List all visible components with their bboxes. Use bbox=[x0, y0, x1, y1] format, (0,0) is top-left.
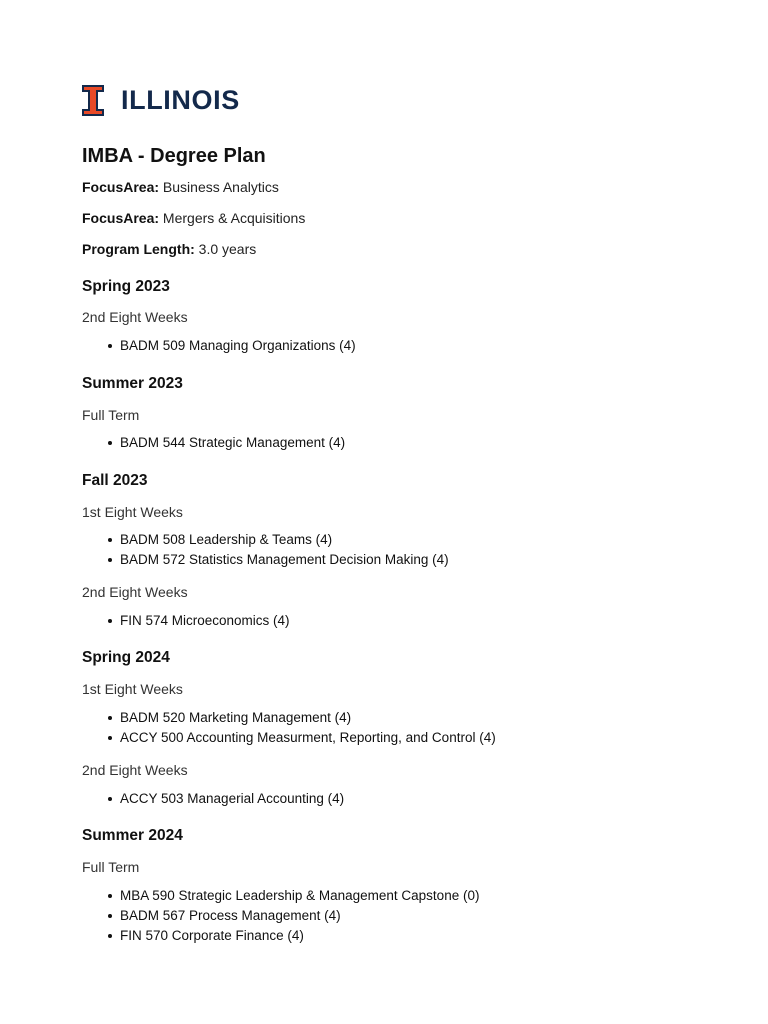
session-label: 2nd Eight Weeks bbox=[82, 762, 188, 778]
session-label: 2nd Eight Weeks bbox=[82, 584, 188, 600]
term-heading-spring-2023: Spring 2023 bbox=[82, 278, 170, 295]
illinois-logo bbox=[82, 85, 240, 116]
term-heading-fall-2023: Fall 2023 bbox=[82, 472, 148, 489]
meta-value: 3.0 years bbox=[198, 241, 257, 257]
course-item: ACCY 500 Accounting Measurment, Reporting, and Control (4) bbox=[102, 728, 496, 748]
session-label: Full Term bbox=[82, 859, 140, 875]
course-list bbox=[102, 336, 356, 356]
logo-wordmark: ILLINOIS bbox=[121, 85, 240, 115]
session-label: 1st Eight Weeks bbox=[82, 504, 183, 520]
course-item: BADM 572 Statistics Management Decision Making (4) bbox=[102, 550, 449, 570]
focus-area-1 bbox=[82, 178, 279, 196]
course-item: FIN 574 Microeconomics (4) bbox=[102, 611, 290, 631]
session-label: Full Term bbox=[82, 407, 140, 423]
meta-value: Business Analytics bbox=[162, 179, 279, 195]
meta-label: FocusArea: bbox=[82, 179, 160, 195]
session-label: 2nd Eight Weeks bbox=[82, 309, 188, 325]
course-item: ACCY 503 Managerial Accounting (4) bbox=[102, 789, 344, 809]
course-item: BADM 567 Process Management (4) bbox=[102, 906, 479, 926]
term-heading-spring-2024: Spring 2024 bbox=[82, 649, 170, 666]
meta-label: FocusArea: bbox=[82, 210, 160, 226]
course-item: MBA 590 Strategic Leadership & Management Capstone (0) bbox=[102, 886, 479, 906]
meta-label: Program Length: bbox=[82, 241, 195, 257]
course-list bbox=[102, 886, 479, 946]
course-list bbox=[102, 611, 290, 631]
focus-area-2 bbox=[82, 209, 305, 227]
course-list bbox=[102, 708, 496, 748]
course-list bbox=[102, 789, 344, 809]
course-item: FIN 570 Corporate Finance (4) bbox=[102, 926, 479, 946]
course-item: BADM 544 Strategic Management (4) bbox=[102, 433, 345, 453]
course-item: BADM 509 Managing Organizations (4) bbox=[102, 336, 356, 356]
meta-value: Mergers & Acquisitions bbox=[162, 210, 306, 226]
page-title: IMBA - Degree Plan bbox=[82, 145, 266, 167]
session-label: 1st Eight Weeks bbox=[82, 681, 183, 697]
course-list bbox=[102, 530, 449, 570]
program-length bbox=[82, 240, 256, 258]
block-i-icon bbox=[82, 85, 104, 116]
course-item: BADM 520 Marketing Management (4) bbox=[102, 708, 496, 728]
term-heading-summer-2024: Summer 2024 bbox=[82, 827, 183, 844]
course-list bbox=[102, 433, 345, 453]
term-heading-summer-2023: Summer 2023 bbox=[82, 375, 183, 392]
course-item: BADM 508 Leadership & Teams (4) bbox=[102, 530, 449, 550]
